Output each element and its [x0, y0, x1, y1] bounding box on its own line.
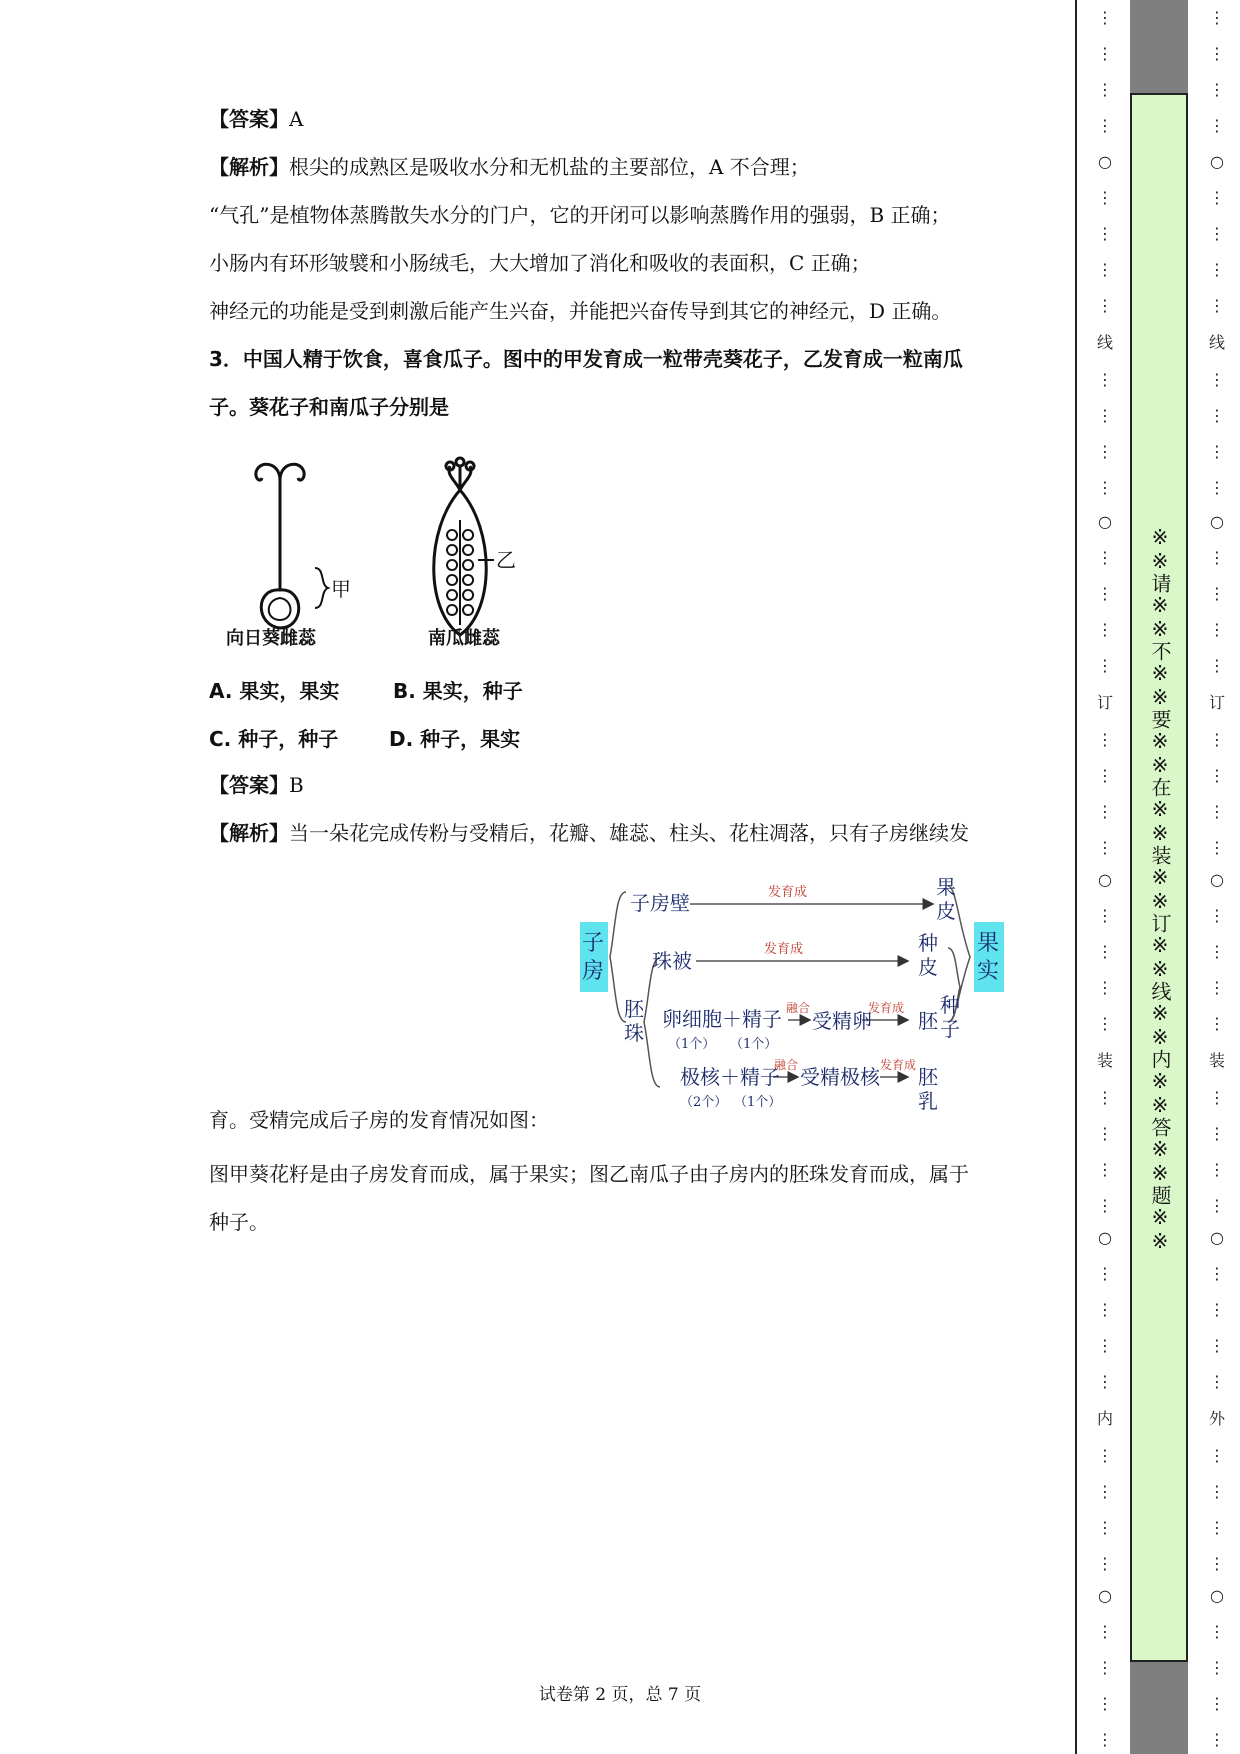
label-jia: 甲: [331, 577, 351, 601]
develops-label-3: 发育成: [868, 1001, 905, 1015]
label-zhuang: 装: [1208, 1051, 1225, 1070]
label-ding: 订: [1208, 693, 1225, 712]
label-zhuang: 装: [1096, 1051, 1113, 1070]
option-b: B. 果实，种子: [393, 679, 523, 703]
inner-seal-column: ⋮ ⋮ ⋮ ⋮ ○ ⋮ ⋮ ⋮ ⋮ 线 ⋮ ⋮ ⋮ ⋮ ○ ⋮ ⋮ ⋮ ⋮ 订 ⋮ ⋮ ⋮ ⋮ ○ ⋮ ⋮ ⋮ ⋮ 装 ⋮ ⋮ ⋮ ⋮ ○ ⋮ ⋮ ⋮ ⋮ 内 ⋮ ⋮ ⋮ ⋮ ○ ⋮ ⋮ ⋮ ⋮: [1093, 0, 1117, 1754]
label-yi: 乙: [496, 548, 516, 572]
circle-mark: ○: [1098, 1228, 1112, 1247]
question-number: 3．: [209, 347, 243, 371]
pistil-figure: [220, 450, 540, 650]
prev-analysis-line-2: “气孔”是植物体蒸腾散失水分的门户，它的开闭可以影响蒸腾作用的强弱，B 正确；: [209, 203, 951, 227]
ovule-1: 胚: [624, 997, 644, 1021]
analysis-tag: 【解析】: [209, 821, 289, 845]
circle-mark: ○: [1098, 512, 1112, 531]
seed-2: 子: [940, 1017, 960, 1041]
label-nei: 内: [1096, 1409, 1113, 1428]
warning-text: ※※请※※不※※要※※在※※装※※订※※线※※内※※答※※题※※: [1148, 525, 1172, 1253]
margin-line-inner: [1075, 0, 1077, 1754]
analysis-text: 当一朵花完成传粉与受精后，花瓣、雄蕊、柱头、花柱凋落，只有子房继续发: [289, 821, 969, 845]
egg-count: （1个）: [668, 1037, 716, 1052]
sunflower-pistil: [256, 464, 328, 628]
caption-sunflower: 向日葵雌蕊: [226, 628, 316, 649]
develops-label-2: 发育成: [764, 942, 804, 957]
circle-mark: ○: [1098, 870, 1112, 889]
ovary-wall: 子房壁: [630, 891, 690, 915]
circle-mark: ○: [1210, 1228, 1224, 1247]
endosperm-2: 乳: [918, 1089, 938, 1113]
circle-mark: ○: [1210, 1586, 1224, 1605]
polar-nuclei: 极核＋精子: [680, 1065, 780, 1089]
endosperm-1: 胚: [918, 1065, 938, 1089]
seed-coat-1: 种: [918, 931, 938, 955]
label-xian: 线: [1096, 333, 1113, 352]
question-text: 中国人精于饮食，喜食瓜子。图中的甲发育成一粒带壳葵花子，乙发育成一粒南瓜: [242, 347, 963, 371]
fruit-label-2: 实: [977, 959, 1000, 984]
fertilized-polar: 受精极核: [800, 1065, 880, 1089]
question-line-1: [209, 345, 1039, 373]
question-line-2: 子。葵花子和南瓜子分别是: [209, 395, 449, 419]
egg-cell: 卵细胞＋精子: [662, 1007, 782, 1031]
caption-pumpkin: 南瓜雌蕊: [428, 628, 500, 649]
fuse-label-2: 融合: [774, 1058, 799, 1072]
answer-tag: 【答案】: [209, 107, 289, 131]
margin-grey-bottom: [1130, 1662, 1188, 1754]
prev-analysis-line-1: [209, 153, 1039, 181]
fuse-label-1: 融合: [786, 1001, 811, 1015]
fruit-label-1: 果: [977, 931, 1000, 956]
circle-mark: ○: [1098, 1586, 1112, 1605]
margin-grey-top: [1130, 0, 1188, 93]
prev-answer-line: [209, 105, 1039, 133]
analysis-line-1: [209, 819, 1039, 847]
zygote: 受精卵: [812, 1009, 872, 1033]
label-ding: 订: [1096, 693, 1113, 712]
circle-mark: ○: [1098, 152, 1112, 171]
analysis-text: 根尖的成熟区是吸收水分和无机盐的主要部位，A 不合理；: [289, 155, 810, 179]
fruit-skin-1: 果: [936, 875, 956, 899]
prev-analysis-line-4: 神经元的功能是受到刺激后能产生兴奋，并能把兴奋传导到其它的神经元，D 正确。: [209, 299, 952, 323]
ovary-label-2: 房: [582, 959, 605, 984]
circle-mark: ○: [1210, 512, 1224, 531]
prev-analysis-line-3: 小肠内有环形皱襞和小肠绒毛，大大增加了消化和吸收的表面积，C 正确；: [209, 251, 871, 275]
pumpkin-pistil: [434, 458, 494, 635]
ovary-development-diagram: [578, 872, 1010, 1124]
circle-mark: ○: [1210, 870, 1224, 889]
analysis-line-2: 育。受精完成后子房的发育情况如图：: [209, 1108, 549, 1132]
label-wai: 外: [1208, 1409, 1225, 1428]
answer-value: B: [289, 773, 304, 797]
answer-line: [209, 771, 1039, 799]
answer-value: A: [289, 107, 304, 131]
integument: 珠被: [652, 949, 692, 973]
analysis-tag: 【解析】: [209, 155, 289, 179]
develops-label-1: 发育成: [768, 885, 808, 900]
sperm-count-1: （1个）: [730, 1037, 778, 1052]
fruit-skin-2: 皮: [936, 899, 956, 923]
develops-label-4: 发育成: [880, 1058, 917, 1072]
polar-count: （2个）: [680, 1095, 728, 1110]
seed-1: 种: [940, 993, 960, 1017]
analysis-line-3: 图甲葵花籽是由子房发育而成，属于果实；图乙南瓜子由子房内的胚珠发育而成，属于: [209, 1162, 969, 1186]
embryo: 胚: [918, 1009, 938, 1033]
warning-strip: [1130, 93, 1188, 1662]
seed-coat-2: 皮: [918, 955, 938, 979]
option-c: C. 种子，种子: [209, 727, 339, 751]
answer-tag: 【答案】: [209, 773, 289, 797]
label-xian: 线: [1208, 333, 1225, 352]
option-d: D. 种子，果实: [389, 727, 521, 751]
page-footer: 试卷第 2 页，总 7 页: [538, 1685, 702, 1705]
circle-mark: ○: [1210, 152, 1224, 171]
ovule-2: 珠: [624, 1021, 644, 1045]
outer-seal-column: ⋮ ⋮ ⋮ ⋮ ○ ⋮ ⋮ ⋮ ⋮ 线 ⋮ ⋮ ⋮ ⋮ ○ ⋮ ⋮ ⋮ ⋮ 订 ⋮ ⋮ ⋮ ⋮ ○ ⋮ ⋮ ⋮ ⋮ 装 ⋮ ⋮ ⋮ ⋮ ○ ⋮ ⋮ ⋮ ⋮ 外 ⋮ ⋮ ⋮ ⋮ ○ ⋮ ⋮ ⋮ ⋮: [1205, 0, 1229, 1754]
option-a: A. 果实，果实: [209, 679, 340, 703]
ovary-label-1: 子: [582, 931, 605, 956]
sperm-count-2: （1个）: [734, 1095, 782, 1110]
analysis-line-4: 种子。: [209, 1210, 269, 1234]
